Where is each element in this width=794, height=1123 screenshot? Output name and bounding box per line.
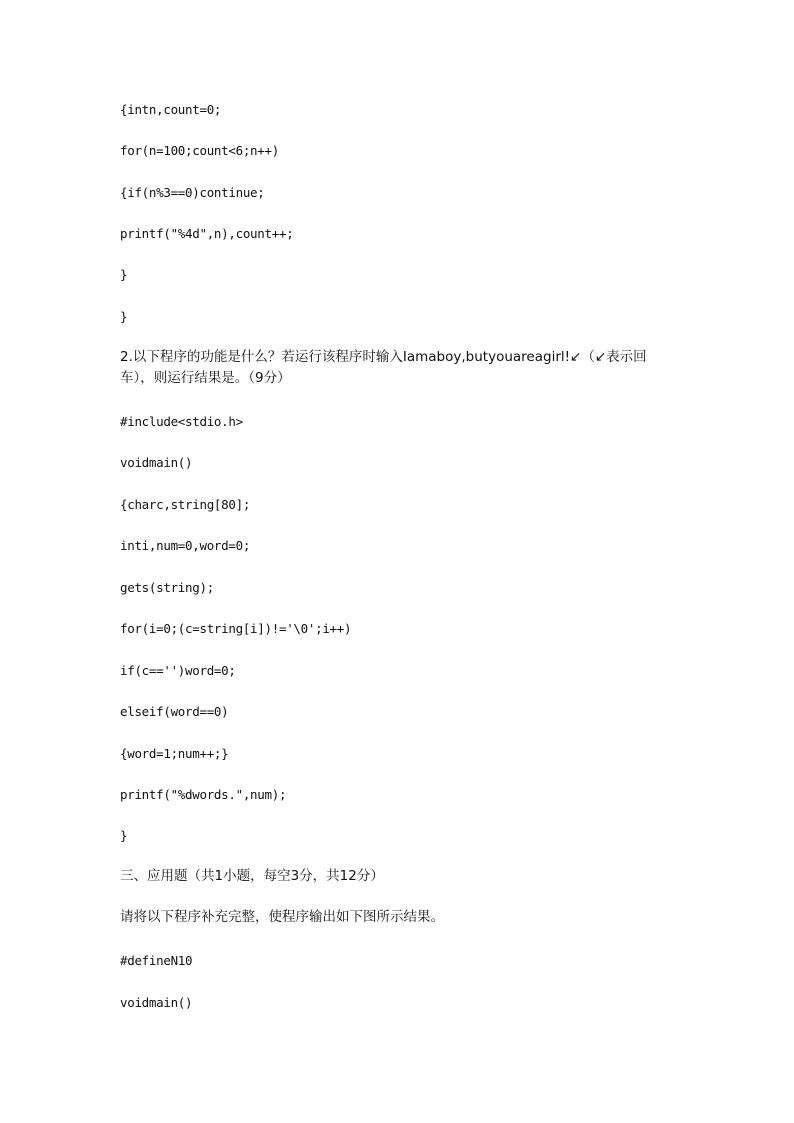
code-line: }	[120, 828, 128, 843]
question-text: 2.以下程序的功能是什么？若运行该程序时输入Iamaboy,butyouareagirl!↙（↙表示回车），则运行结果是。（9分）	[120, 349, 647, 386]
code-line: }	[120, 267, 128, 282]
code-line: printf("%4d",n),count++;	[120, 226, 294, 241]
code-line: voidmain()	[120, 995, 193, 1010]
instruction-text: 请将以下程序补充完整，使程序输出如下图所示结果。	[120, 909, 444, 925]
code-line: elseif(word==0)	[120, 704, 229, 719]
code-line: }	[120, 309, 128, 324]
code-line: for(i=0;(c=string[i])!='\0';i++)	[120, 621, 352, 636]
code-line: {intn,count=0;	[120, 102, 222, 117]
code-line: #include<stdio.h>	[120, 414, 243, 429]
code-line: #defineN10	[120, 953, 193, 968]
code-line: {if(n%3==0)continue;	[120, 185, 265, 200]
code-line: printf("%dwords.",num);	[120, 787, 287, 802]
code-line: {charc,string[80];	[120, 497, 251, 512]
code-line: voidmain()	[120, 455, 193, 470]
code-line: gets(string);	[120, 580, 214, 595]
code-line: for(n=100;count<6;n++)	[120, 143, 279, 158]
code-line: {word=1;num++;}	[120, 746, 229, 761]
code-line: inti,num=0,word=0;	[120, 538, 251, 553]
code-line: if(c=='')word=0;	[120, 663, 236, 678]
section-heading: 三、应用题（共1小题，每空3分，共12分）	[120, 868, 384, 884]
